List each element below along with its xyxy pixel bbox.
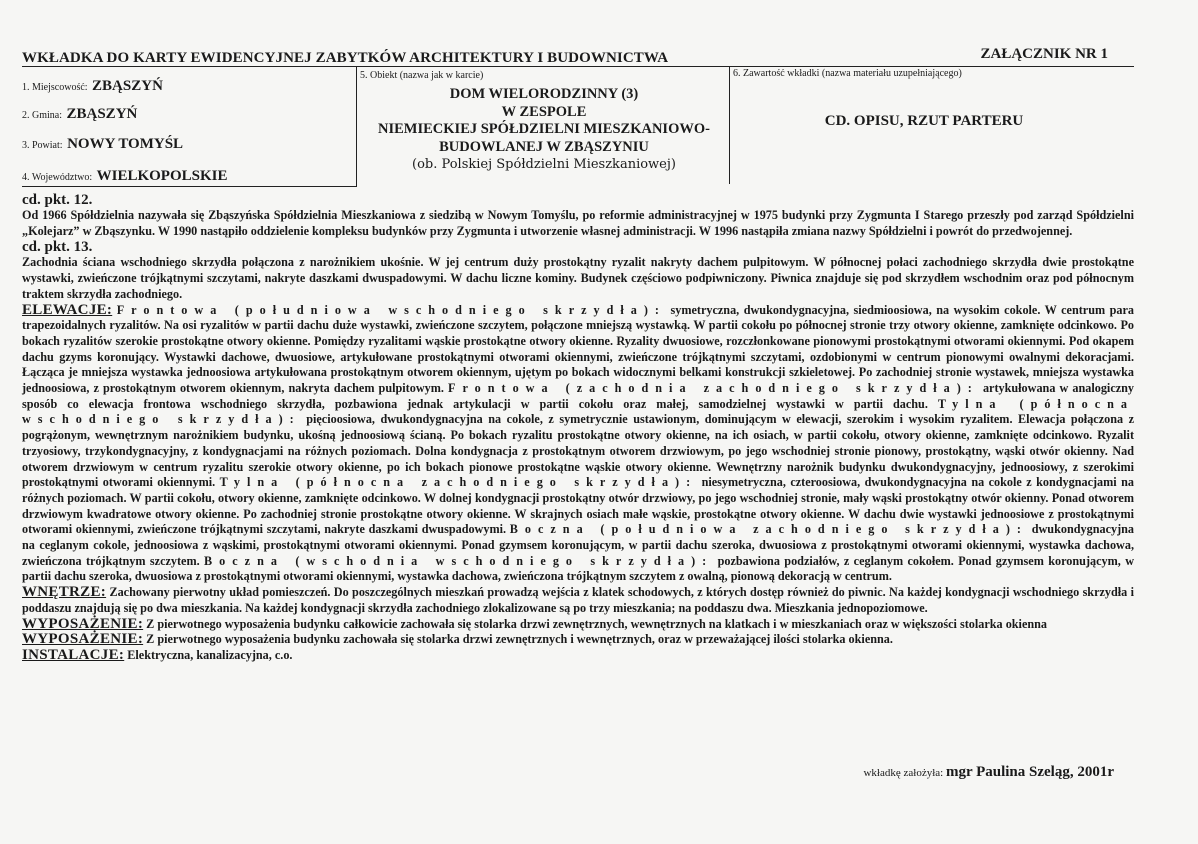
elevation-label-rear-east: Tylna (północna wschodniego skrzydła): [22,396,1135,427]
contents-label: 6. Zawartość wkładki (nazwa materiału uzupełniającego) [733,68,962,79]
object-label: 5. Obiekt (nazwa jak w karcie) [360,70,484,81]
heading-pkt-12: cd. pkt. 12. [22,192,93,208]
field-label: 4. Województwo: [22,172,93,183]
elevation-text-side-east: pozbawiona podziałów, z ceglanym cokołem. Ponad gzymsem koronującym, w partii dachu szeroka, dwuosiowa z prostokątnymi otworami okiennymi, wystawka dachowa, zwieńczona trójkątnym szczytem z owalną, pionową dekoracją w centrum. [22,553,1134,584]
paragraph-wyposazenie-2 [22,632,1134,648]
section-label-wnetrze: WNĘTRZE: [22,584,107,601]
elevation-label-side-east: Boczna (wschodnia wschodniego skrzydła): [204,553,714,568]
object-line-2: W ZESPOLE [501,103,587,120]
annex-number: ZAŁĄCZNIK NR 1 [980,46,1108,62]
elevation-text-rear-east: pięcioosiowa, dwukondygnacyjna na cokole, z symetrycznie ustawionym, dominującym w elewacji, szerokim i wysokim ryzalitem. Elewacja połączona z pogrążonym, wewnętrznym narożnikiem budynku, ukośną jednoosiową ścianą. Po bokach ryzalitu prostokątne otwory okienne, na ich osiach, w partii cokołu, otwory okienne, zamknięte odcinkowo. Ryzalit trzyosiowy, trzykondygnacyjny, z kondygnacjami na różnych poziomach. Dolna kondygnacja z prostokątnym otworem drzwiowym, po jego wschodniej stronie pionowy, prostokątny, wąski otwór okienny. Nad otworem drzwiowym w centrum ryzalitu szerokie otwory okienne, po ich bokach pionowe prostokątne wąskie otwory okienne. Wewnętrzny narożnik budynku dwukondygnacyjny, jednoosiowy, z szerokimi prostokątnymi otworami okiennymi. [22,412,1135,490]
field-label: 1. Miejscowość: [22,82,88,93]
field-value: NOWY TOMYŚL [67,136,184,152]
elevation-label-front: Frontowa (południowa wschodniego skrzydła): [116,302,666,317]
paragraph-pkt-13: Zachodnia ściana wschodniego skrzydła połączona z narożnikiem ukośnie. W jej centrum duży prostokątny ryzalit nakryty dachem pulpitowym. W północnej połaci zachodniego skrzydła dwie prostokątne wystawki, zwieńczone trójkątnymi szczytami, nakryte daszkami dwuspadowymi. W dachu liczne kominy. Budynek częściowo podpiwniczony. Piwnica znajduje się pod skrzydłem wschodnim oraz pod północnym traktem skrzydła zachodniego. [22,255,1134,301]
description-body [22,192,1134,664]
paragraph-wnetrze [22,585,1134,616]
document-title: WKŁADKA DO KARTY EWIDENCYJNEJ ZABYTKÓW ARCHITEKTURY I BUDOWNICTWA [22,50,669,66]
contents-value: CD. OPISU, RZUT PARTERU [824,113,1024,129]
paragraph-elewacje [22,303,1134,586]
elevation-text-side-south: dwukondygnacyjna na ceglanym cokole, jednoosiowa z wąskimi, prostokątnymi otworami okiennymi. Ponad gzymsem koronującym, w partii dachu szeroka, dwuosiowa z prostokątnymi otworami okiennymi, wystawka dachowa, zwieńczona trójkątnym szczytem. [22,522,1134,568]
section-text-instalacje: Elektryczna, kanalizacyjna, c.o. [127,647,293,662]
paragraph-pkt-12: Od 1966 Spółdzielnia nazywała się Zbąszyńska Spółdzielnia Mieszkaniowa z siedzibą w Nowym Tomyślu, po reformie administracyjnej w 1975 budynki przy Zygmunta I Starego przeszły pod zarząd Spółdzielni „Kolejarz” w Zbąszynku. W 1990 nastąpiło oddzielenie kompleksu budynków przy Zygmunta i utworzenie własnej administracji. W 1996 nastąpiła zmiana nazwy Spółdzielni i powrót do przedwojennej. [22,208,1134,238]
elevation-text-front: symetryczna, dwukondygnacyjna, siedmioosiowa, na wysokim cokole. W centrum para trapezoidalnych ryzalitów. Na osi ryzalitów w partii dachu duże wystawki, zwieńczone szczytem, połączone mniejszą wystawką. W partii cokołu po północnej stronie trzy otwory okienne, zamknięte odcinkowo. Po bokach ryzalitów szerokie prostokątne otwory okienne. Pomiędzy ryzalitami wąskie prostokątne otwory okienne. Ryzality dwuosiowe, rozczłonkowane pionowymi prostokątnymi otworami okiennymi. Pod okapem dachu gzyms koronujący. Wystawki dachowe, dwuosiowe, artykułowane prostokątnymi otworami okiennymi, zwieńczone trójkątnymi szczytami, ozdobionymi w centrum pionowymi owalnymi dekoracjami. Łącząca je mniejsza wystawka jednoosiowa artykułowana prostokątnym otworem okiennym, ujętym po bokach widocznymi belkami konstrukcji szkieletowej. Po zachodniej stronie wystawek, mniejsza wystawka jednoosiowa, z prostokątnym otworem okiennym, nakryta dachem pulpitowym. [22,302,1135,396]
header-divider-1 [356,66,357,186]
elevation-label-rear-west: Tylna (północna zachodniego skrzydła): [219,475,698,490]
field-value: WIELKOPOLSKIE [96,168,228,184]
field-powiat [22,136,183,153]
paragraph-wyposazenie-1 [22,617,1134,633]
section-label-wyposazenie-1: WYPOSAŻENIE: [22,615,144,632]
paragraph-instalacje [22,648,1134,664]
object-title [358,86,730,174]
field-label: 3. Powiat: [22,140,63,151]
section-label-instalacje: INSTALACJE: [22,646,125,663]
elevation-text-front-west: artykułowana w analogiczny sposób co elewacja frontowa wschodniego skrzydła, pozbawiona jednak artykulacji w partii cokołu oraz małej, samodzielnej wystawki w partii dachu. [22,381,1135,411]
object-line-1: DOM WIELORODZINNY (3) [449,86,639,102]
object-line-4: BUDOWLANEJ W ZBĄSZYNIU [439,138,649,155]
author-label: wkładkę założyła: [863,767,944,779]
header-top-rule [22,66,1134,67]
author-name: mgr Paulina Szeląg, 2001r [945,764,1114,780]
field-wojewodztwo [22,168,228,185]
section-label-elewacje: ELEWACJE: [22,301,113,318]
object-line-5: (ob. Polskiej Spółdzielni Mieszkaniowej) [412,157,676,172]
field-value: ZBĄSZYŃ [92,78,163,94]
elevation-label-side-south: Boczna (południowa zachodniego skrzydła): [509,522,1028,537]
section-label-wyposazenie-2: WYPOSAŻENIE: [22,631,144,648]
field-label: 2. Gmina: [22,110,62,121]
section-text-wnetrze: Zachowany pierwotny układ pomieszczeń. Do poszczególnych mieszkań prowadzą wejścia z klatek schodowych, z których dostęp również do piwnic. Na każdej kondygnacji wschodniego skrzydła i poddaszu znajdują się po dwa mieszkania. Na każdej kondygnacji skrzydła zachodniego zlokalizowane są po trzy mieszkania; na poddaszu dwa. Mieszkania jednopoziomowe. [22,585,1134,615]
elevation-text-rear-west: niesymetryczna, czteroosiowa, dwukondygnacyjna na cokole z kondygnacjami na różnych poziomach. W partii cokołu, otwory okienne, zamknięte odcinkowo. W dolnej kondygnacji prostokątny otwór drzwiowy, po jego wschodniej stronie, mały wąski prostokątny otwór okienny. Ponad otworem drzwiowym kwadratowe otwory okienne. Po zachodniej stronie prostokątne otwory okienne. W skrajnych osiach małe wąskie, prostokątne otwory okienne. W dachu dwie wystawki jednoosiowe z prostokątnymi otworami okiennymi, zwieńczone trójkątnymi szczytami, nakryte daszkami dwuspadowymi. [22,475,1135,537]
section-text-wyposazenie-2: Z pierwotnego wyposażenia budynku zachowała się stolarka drzwi zewnętrznych i wewnętrznych, oraz w przeważającej ilości stolarka okienna. [146,632,893,647]
object-line-3: NIEMIECKIEJ SPÓŁDZIELNI MIESZKANIOWO- [378,121,710,137]
field-value: ZBĄSZYŃ [66,106,138,122]
field-gmina [22,106,137,123]
header-bottom-rule-left [22,186,357,187]
author-signature [863,764,1114,781]
field-miejscowosc [22,78,163,95]
heading-pkt-13: cd. pkt. 13. [22,239,93,256]
section-text-wyposazenie-1: Z pierwotnego wyposażenia budynku całkowicie zachowała się stolarka drzwi zewnętrznych, wewnętrznych na klatkach i w mieszkaniach oraz w większości stolarka okienna [146,616,1048,631]
elevation-label-front-west: Frontowa (zachodnia zachodniego skrzydła): [448,381,979,396]
